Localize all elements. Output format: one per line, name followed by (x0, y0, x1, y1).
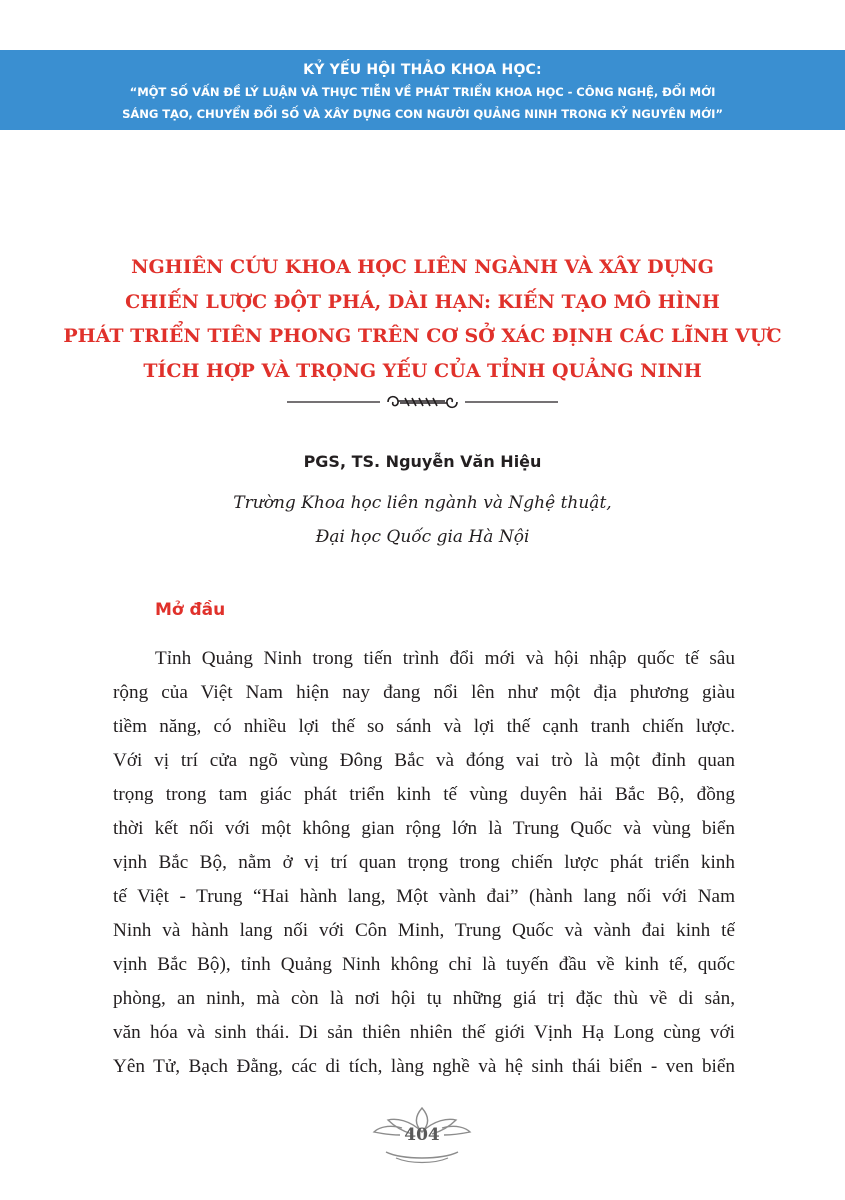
body-line: Với vị trí cửa ngõ vùng Đông Bắc và đóng vai trò là một đỉnh quan (113, 750, 735, 771)
section-heading: Mở đầu (155, 600, 226, 620)
article-title-line: PHÁT TRIỂN TIÊN PHONG TRÊN CƠ SỞ XÁC ĐỊNH CÁC LĨNH VỰC (63, 325, 782, 347)
affiliation-line: Đại học Quốc gia Hà Nội (315, 527, 530, 547)
article-title-line: CHIẾN LƯỢC ĐỘT PHÁ, DÀI HẠN: KIẾN TẠO MÔ HÌNH (125, 290, 720, 313)
title-divider-ornament (285, 392, 560, 412)
article-title (0, 250, 845, 388)
conference-name-line-2: SÁNG TẠO, CHUYỂN ĐỔI SỐ VÀ XÂY DỰNG CON NGƯỜI QUẢNG NINH TRONG KỶ NGUYÊN MỚI” (122, 107, 723, 121)
body-line: Tỉnh Quảng Ninh trong tiến trình đổi mới và hội nhập quốc tế sâu (155, 648, 735, 669)
body-line: Yên Tử, Bạch Đằng, các di tích, làng nghề và hệ sinh thái biển - ven biển (113, 1056, 735, 1077)
proceedings-header-band (0, 50, 845, 130)
body-line: thời kết nối với một không gian rộng lớn là Trung Quốc và vùng biển (113, 818, 735, 839)
proceedings-title: KỶ YẾU HỘI THẢO KHOA HỌC: (303, 62, 542, 78)
body-line: vịnh Bắc Bộ), tỉnh Quảng Ninh không chỉ là tuyến đầu về kinh tế, quốc (113, 954, 735, 975)
body-line: rộng của Việt Nam hiện nay đang nổi lên như một địa phương giàu (113, 682, 735, 703)
body-line: tế Việt - Trung “Hai hành lang, Một vành đai” (hành lang nối với Nam (113, 886, 735, 907)
article-title-line: NGHIÊN CỨU KHOA HỌC LIÊN NGÀNH VÀ XÂY DỰNG (131, 256, 714, 278)
author-affiliation (0, 486, 845, 554)
affiliation-line: Trường Khoa học liên ngành và Nghệ thuật, (233, 493, 612, 513)
body-line: vịnh Bắc Bộ, nằm ở vị trí quan trọng trong chiến lược phát triển kinh (113, 852, 735, 873)
conference-name-line-1: “MỘT SỐ VẤN ĐỀ LÝ LUẬN VÀ THỰC TIỄN VỀ PHÁT TRIỂN KHOA HỌC - CÔNG NGHỆ, ĐỔI MỚI (129, 85, 716, 99)
page-number: 404 (404, 1125, 440, 1145)
body-line: Ninh và hành lang nối với Côn Minh, Trung Quốc và vành đai kinh tế (113, 920, 735, 941)
body-line: tiềm năng, có nhiều lợi thế so sánh và lợi thế cạnh tranh chiến lược. (113, 716, 735, 737)
body-line: trọng trong tam giác phát triển kinh tế vùng duyên hải Bắc Bộ, đồng (113, 784, 735, 805)
author-name: PGS, TS. Nguyễn Văn Hiệu (303, 452, 542, 471)
page-number-emblem (372, 1106, 472, 1166)
body-line: văn hóa và sinh thái. Di sản thiên nhiên thế giới Vịnh Hạ Long cùng với (113, 1022, 735, 1043)
body-line: phòng, an ninh, mà còn là nơi hội tụ những giá trị đặc thù về di sản, (113, 988, 735, 1009)
article-title-line: TÍCH HỢP VÀ TRỌNG YẾU CỦA TỈNH QUẢNG NINH (143, 359, 702, 382)
body-paragraph (113, 642, 735, 1084)
